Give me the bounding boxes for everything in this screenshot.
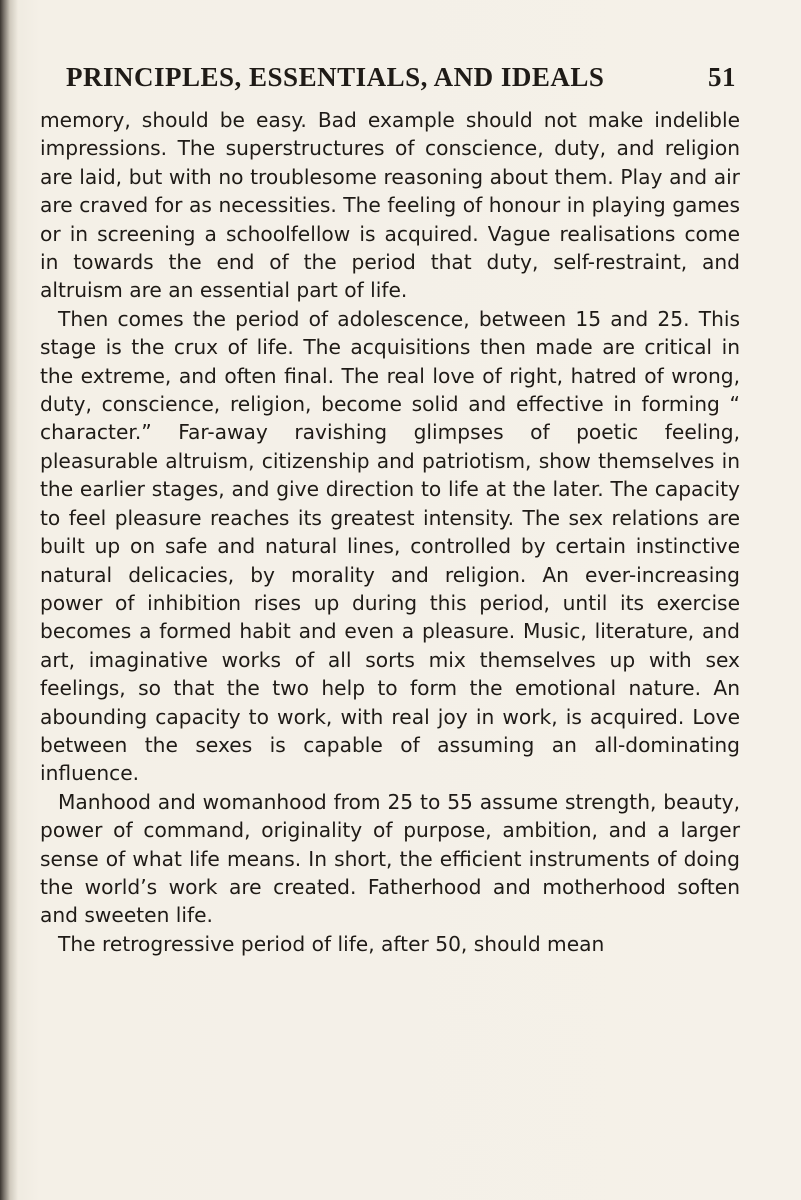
paragraph-manhood: Manhood and womanhood from 25 to 55 assume strength, beauty, power of command, originality of purpose, ambition, and a larger sense of what life means. In short, the efficient instruments of doing the world’s work are created. Fatherhood and motherhood soften and sweeten life.	[40, 789, 740, 928]
page-number: 51	[708, 62, 736, 92]
paragraph-continuation: memory, should be easy. Bad example should not make indelible impressions. The superstructures of conscience, duty, and religion are laid, but with no troublesome reasoning about them. Play and air are craved for as necessities. The feeling of honour in playing games or in screening a schoolfellow is acquired. Vague realisations come in towards the end of the period that duty, self-restraint, and altruism are an essential part of life.	[40, 108, 740, 303]
paragraph-adolescence: Then comes the period of adolescence, between 15 and 25. This stage is the crux of life. The acquisitions then made are critical in the extreme, and often final. The real love of right, hatred of wrong, duty, conscience, religion, become solid and effective in forming “ character.” Far-away ravishing glimpses of poetic feeling, pleasurable altruism, citizenship and patriotism, show themselves in the earlier stages, and give direction to life at the later. The capacity to feel pleasure reaches its greatest intensity. The sex relations are built up on safe and natural lines, controlled by certain instinctive natural delicacies, by morality and religion. An ever-increasing power of inhibition rises up during this period, until its exercise becomes a formed habit and even a pleasure. Music, literature, and art, imaginative works of all sorts mix themselves up with sex feelings, so that the two help to form the emotional nature. An abounding capacity to work, with real joy in work, is acquired. Love between the sexes is capable of assuming an all-dominating influence.	[40, 306, 740, 786]
binding-gutter	[0, 0, 18, 1200]
running-head-title: PRINCIPLES, ESSENTIALS, AND IDEALS	[66, 62, 605, 92]
paragraph-retrogressive: The retrogressive period of life, after 50, should mean	[58, 931, 605, 956]
body-text	[40, 106, 740, 958]
